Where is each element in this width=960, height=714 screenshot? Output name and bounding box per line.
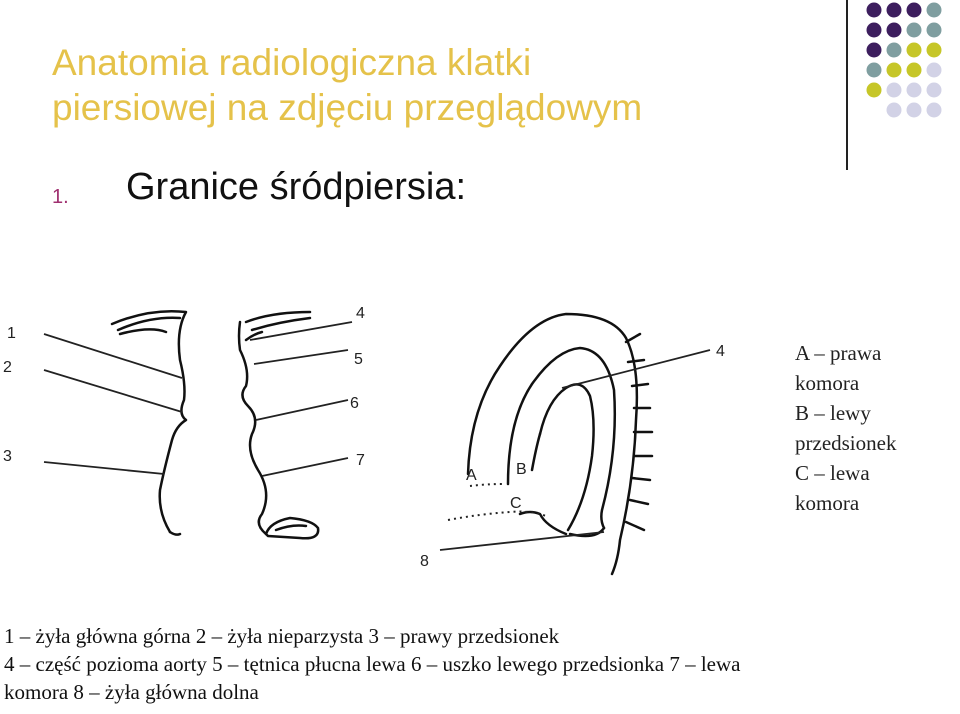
label-3: 3	[3, 448, 12, 465]
caption-line: 4 – część pozioma aorty 5 – tętnica płucna lewa 6 – uszko lewego przedsionka 7 – lewa	[4, 652, 741, 676]
decorative-dot	[927, 43, 942, 58]
title-divider-line	[846, 0, 848, 170]
right-mediastinal-contour	[112, 311, 186, 532]
decorative-dot	[907, 63, 922, 78]
title-line-1: Anatomia radiologiczna klatki	[52, 42, 532, 83]
label-2: 2	[3, 359, 12, 376]
legend-line: komora	[795, 491, 860, 515]
lateral-outer-arch	[468, 314, 637, 574]
decorative-dot	[867, 23, 882, 38]
decorative-dot	[867, 43, 882, 58]
legend-line: C – lewa	[795, 461, 870, 485]
decorative-dot	[927, 83, 942, 98]
decorative-dot	[907, 103, 922, 118]
spine-tick	[632, 478, 650, 480]
lateral-label-a: A	[466, 467, 477, 484]
spine-tick	[632, 384, 648, 386]
lateral-inner-arch	[540, 384, 594, 530]
leader-line-3	[44, 462, 164, 474]
lateral-hook	[532, 434, 540, 470]
caption-line: 1 – żyła główna górna 2 – żyła nieparzysta 3 – prawy przedsionek	[4, 624, 560, 648]
spine-tick	[626, 334, 640, 342]
label-1: 1	[7, 325, 16, 342]
legend	[795, 338, 945, 518]
decorative-dot	[907, 43, 922, 58]
heart-base-loop	[266, 518, 318, 538]
bullet-number: 1.	[52, 186, 69, 208]
decorative-dot	[907, 23, 922, 38]
decorative-dot	[927, 63, 942, 78]
heart-base-inner	[276, 526, 306, 531]
spine-tick	[628, 360, 644, 362]
leader-line-2	[44, 370, 182, 412]
leader-line-1	[44, 334, 182, 378]
label-7: 7	[356, 452, 365, 469]
lateral-label-c: C	[510, 495, 522, 512]
lateral-label-8: 8	[420, 553, 429, 570]
legend-line: B – lewy	[795, 401, 871, 425]
decorative-dot	[867, 63, 882, 78]
decorative-dot	[907, 83, 922, 98]
left-mediastinal-contour	[239, 322, 266, 534]
right-mediastinal-contour-upper	[120, 329, 166, 334]
decorative-dot	[887, 63, 902, 78]
decorative-dot	[887, 83, 902, 98]
left-contour-top-arc-2	[252, 318, 310, 330]
leader-line-lateral-8	[440, 532, 604, 550]
page-title	[52, 40, 832, 130]
label-5: 5	[354, 351, 363, 368]
lateral-vessel-fork	[520, 512, 566, 534]
decorative-dot	[907, 3, 922, 18]
decorative-dot	[887, 43, 902, 58]
lateral-label-4: 4	[716, 343, 725, 360]
lateral-middle-arch	[508, 348, 615, 528]
decorative-dot	[927, 23, 942, 38]
lateral-label-b: B	[516, 461, 527, 478]
leader-line-7	[262, 458, 348, 476]
right-mediastinal-contour-base	[170, 532, 180, 535]
decorative-dot	[887, 3, 902, 18]
caption	[4, 622, 954, 706]
decorative-dot	[867, 83, 882, 98]
decorative-dot	[867, 3, 882, 18]
label-6: 6	[350, 395, 359, 412]
spine-tick	[630, 500, 648, 504]
legend-line: przedsionek	[795, 431, 897, 455]
leader-line-4	[250, 322, 352, 340]
legend-line: A – prawa	[795, 341, 882, 365]
label-4: 4	[356, 305, 365, 322]
leader-line-6	[256, 400, 348, 420]
decorative-dot	[887, 23, 902, 38]
decorative-dot	[927, 3, 942, 18]
bullet-text: Granice śródpiersia:	[126, 166, 467, 208]
title-line-2: piersiowej na zdjęciu przeglądowym	[52, 87, 643, 128]
lateral-dotted-line-2	[470, 484, 504, 486]
leader-line-5	[254, 350, 348, 364]
decorative-dot	[887, 103, 902, 118]
spine-tick	[626, 522, 644, 530]
legend-line: komora	[795, 371, 860, 395]
caption-line: komora 8 – żyła główna dolna	[4, 680, 259, 704]
decorative-dot	[927, 103, 942, 118]
